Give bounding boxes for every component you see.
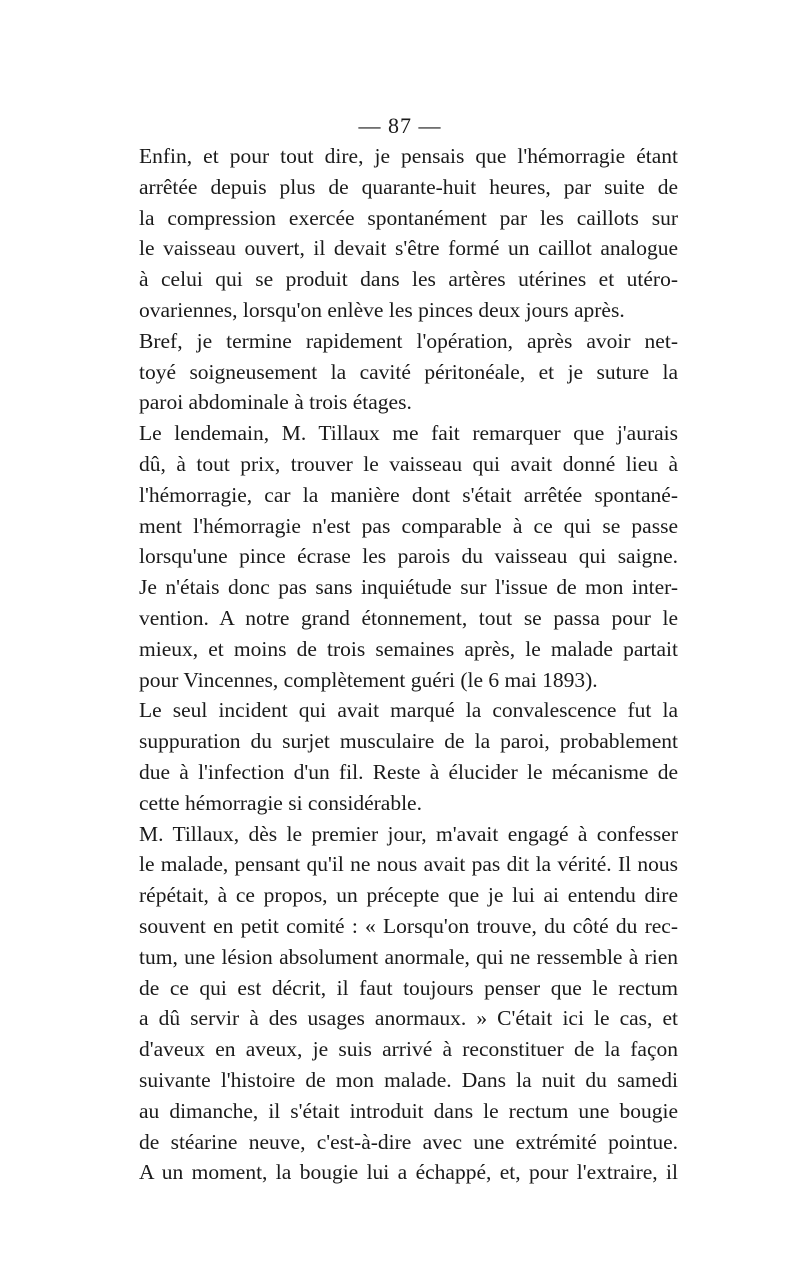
text-line: pour Vincennes, complètement guéri (le 6 mai 1893). bbox=[139, 667, 598, 692]
body-text bbox=[139, 141, 678, 1188]
text-line: au dimanche, il s'était introduit dans le rectum une bougie bbox=[139, 1098, 678, 1123]
text-line: à celui qui se produit dans les artères utérines et utéro- bbox=[139, 267, 678, 292]
text-line: paroi abdominale à trois étages. bbox=[139, 390, 412, 415]
text-line: ovariennes, lorsqu'on enlève les pinces deux jours après. bbox=[139, 297, 625, 322]
text-line: Bref, je termine rapidement l'opération, après avoir net- bbox=[139, 328, 678, 353]
text-line: la compression exercée spontanément par les caillots sur bbox=[139, 205, 678, 230]
text-line: dû, à tout prix, trouver le vaisseau qui avait donné lieu à bbox=[139, 451, 678, 476]
text-line: M. Tillaux, dès le premier jour, m'avait engagé à confesser bbox=[139, 821, 678, 846]
text-line: ment l'hémorragie n'est pas comparable à ce qui se passe bbox=[139, 513, 678, 538]
text-line: d'aveux en aveux, je suis arrivé à reconstituer de la façon bbox=[139, 1037, 678, 1062]
text-line: cette hémorragie si considérable. bbox=[139, 790, 422, 815]
text-line: tum, une lésion absolument anormale, qui ne ressemble à rien bbox=[139, 944, 678, 969]
text-line: due à l'infection d'un fil. Reste à élucider le mécanisme de bbox=[139, 759, 678, 784]
text-line: a dû servir à des usages anormaux. » C'était ici le cas, et bbox=[139, 1006, 678, 1031]
text-line: Je n'étais donc pas sans inquiétude sur l'issue de mon inter- bbox=[139, 575, 678, 600]
text-line: le vaisseau ouvert, il devait s'être formé un caillot analogue bbox=[139, 236, 678, 261]
text-line: le malade, pensant qu'il ne nous avait pas dit la vérité. Il nous bbox=[139, 852, 678, 877]
text-line: de stéarine neuve, c'est-à-dire avec une extrémité pointue. bbox=[139, 1129, 678, 1154]
text-line: vention. A notre grand étonnement, tout se passa pour le bbox=[139, 605, 678, 630]
text-line: suivante l'histoire de mon malade. Dans la nuit du samedi bbox=[139, 1067, 678, 1092]
text-line: suppuration du surjet musculaire de la paroi, probablement bbox=[139, 729, 678, 754]
page-number: — 87 — bbox=[358, 113, 442, 138]
text-line: souvent en petit comité : « Lorsqu'on trouve, du côté du rec- bbox=[139, 913, 678, 938]
text-line: arrêtée depuis plus de quarante-huit heures, par suite de bbox=[139, 174, 678, 199]
text-line: mieux, et moins de trois semaines après, le malade partait bbox=[139, 636, 678, 661]
text-line: toyé soigneusement la cavité péritonéale, et je suture la bbox=[139, 359, 678, 384]
text-line: de ce qui est décrit, il faut toujours penser que le rectum bbox=[139, 975, 678, 1000]
text-line: Le seul incident qui avait marqué la convalescence fut la bbox=[139, 698, 678, 723]
text-line: lorsqu'une pince écrase les parois du vaisseau qui saigne. bbox=[139, 544, 678, 569]
text-line: l'hémorragie, car la manière dont s'était arrêtée spontané- bbox=[139, 482, 678, 507]
text-line: A un moment, la bougie lui a échappé, et, pour l'extraire, il bbox=[139, 1160, 678, 1185]
text-line: Le lendemain, M. Tillaux me fait remarquer que j'aurais bbox=[139, 421, 678, 446]
text-line: répétait, à ce propos, un précepte que je lui ai entendu dire bbox=[139, 883, 678, 908]
text-line: Enfin, et pour tout dire, je pensais que l'hémorragie étant bbox=[139, 144, 678, 168]
